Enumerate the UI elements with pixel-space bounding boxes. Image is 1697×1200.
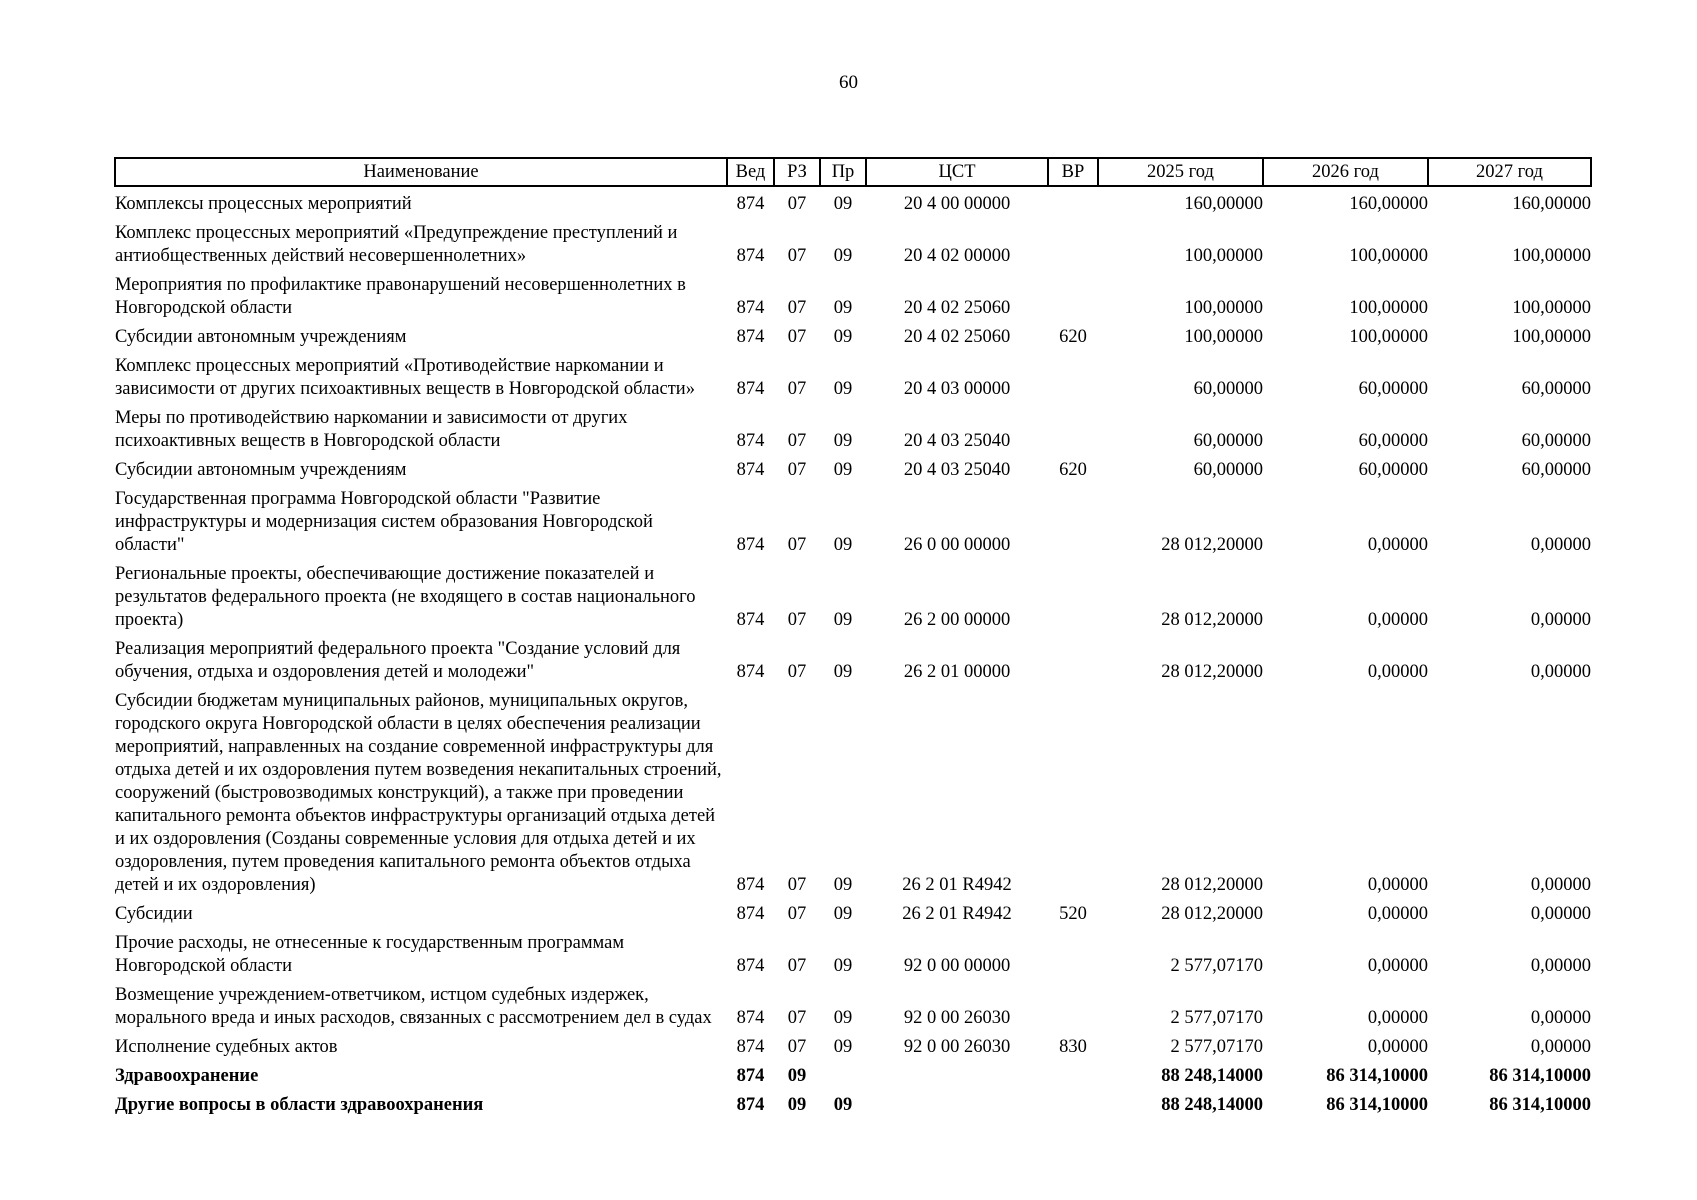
cell-cst: 20 4 03 00000 xyxy=(903,379,1011,399)
table-row xyxy=(115,1059,1591,1088)
table-row xyxy=(115,897,1591,926)
cell-rz: 07 xyxy=(787,379,807,399)
cell-rz: 07 xyxy=(787,327,807,347)
cell-name: Субсидии автономным учреждениям xyxy=(115,327,407,347)
cell-pr: 09 xyxy=(833,298,853,318)
cell-2027: 0,00000 xyxy=(1530,610,1591,630)
cell-2025: 2 577,07170 xyxy=(1170,956,1263,976)
cell-vr xyxy=(1048,684,1098,897)
cell-pr: 09 xyxy=(833,535,853,555)
cell-2025: 100,00000 xyxy=(1184,246,1263,266)
cell-pr: 09 xyxy=(833,460,853,480)
cell-pr: 09 xyxy=(833,1095,853,1115)
cell-cst: 26 0 00 00000 xyxy=(903,535,1011,555)
cell-name: Комплекс процессных мероприятий «Предупреждение преступлений и антиобщественных действий несовершеннолетних» xyxy=(115,223,678,266)
cell-2025: 100,00000 xyxy=(1184,327,1263,347)
cell-cst: 26 2 01 R4942 xyxy=(902,875,1012,895)
cell-rz: 07 xyxy=(787,662,807,682)
table-row xyxy=(115,1088,1591,1117)
cell-name: Субсидии бюджетам муниципальных районов, муниципальных округов, городского округа Новгородской области в целях обеспечения реализации мероприятий, направленных на создание современной инфраструктуры для отдыха детей и их оздоровления путем возведения некапитальных строений, сооружений (быстровозводимых конструкций), а также при проведении капитального ремонта объектов инфраструктуры организаций отдыха детей и их оздоровления (Созданы современные условия для отдыха детей и их оздоровления, путем проведения капитального ремонта объектов отдыха детей и их оздоровления) xyxy=(115,691,722,895)
table-row xyxy=(115,401,1591,453)
cell-name: Другие вопросы в области здравоохранения xyxy=(115,1095,484,1115)
cell-cst xyxy=(866,1088,1048,1117)
cell-name: Комплексы процессных мероприятий xyxy=(115,194,412,214)
table-row xyxy=(115,926,1591,978)
cell-pr: 09 xyxy=(833,246,853,266)
cell-name: Субсидии xyxy=(115,904,193,924)
cell-rz: 09 xyxy=(787,1095,807,1115)
cell-vr xyxy=(1048,401,1098,453)
cell-2027: 0,00000 xyxy=(1530,1008,1591,1028)
cell-pr: 09 xyxy=(833,1037,853,1057)
cell-2026: 160,00000 xyxy=(1349,194,1428,214)
cell-cst: 20 4 00 00000 xyxy=(903,194,1011,214)
cell-2027: 86 314,10000 xyxy=(1489,1066,1591,1086)
cell-vr xyxy=(1048,216,1098,268)
cell-2026: 100,00000 xyxy=(1349,246,1428,266)
cell-2027: 0,00000 xyxy=(1530,875,1591,895)
cell-vr: 830 xyxy=(1059,1037,1087,1057)
header-ved: Вед xyxy=(727,158,774,186)
header-vr: ВР xyxy=(1048,158,1098,186)
cell-rz: 07 xyxy=(787,904,807,924)
cell-2026: 0,00000 xyxy=(1367,1008,1428,1028)
cell-2026: 0,00000 xyxy=(1367,662,1428,682)
cell-rz: 07 xyxy=(787,956,807,976)
cell-vr xyxy=(1048,926,1098,978)
cell-ved: 874 xyxy=(736,298,765,318)
cell-2026: 0,00000 xyxy=(1367,610,1428,630)
table-row xyxy=(115,557,1591,632)
table-row xyxy=(115,482,1591,557)
cell-vr: 620 xyxy=(1059,460,1087,480)
cell-2026: 60,00000 xyxy=(1358,431,1428,451)
table-row xyxy=(115,186,1591,216)
cell-2025: 60,00000 xyxy=(1193,460,1263,480)
cell-ved: 874 xyxy=(736,327,765,347)
cell-vr xyxy=(1048,1059,1098,1088)
cell-2027: 100,00000 xyxy=(1512,298,1591,318)
table-row xyxy=(115,320,1591,349)
cell-2025: 28 012,20000 xyxy=(1161,662,1263,682)
cell-2026: 86 314,10000 xyxy=(1326,1066,1428,1086)
cell-vr xyxy=(1048,557,1098,632)
cell-2026: 60,00000 xyxy=(1358,460,1428,480)
cell-2025: 160,00000 xyxy=(1184,194,1263,214)
cell-name: Государственная программа Новгородской области "Развитие инфраструктуры и модернизация систем образования Новгородской области" xyxy=(115,489,653,555)
table-row xyxy=(115,349,1591,401)
cell-ved: 874 xyxy=(736,1008,765,1028)
header-name: Наименование xyxy=(115,158,727,186)
cell-rz: 07 xyxy=(787,460,807,480)
cell-2026: 0,00000 xyxy=(1367,535,1428,555)
cell-pr xyxy=(820,1059,866,1088)
cell-ved: 874 xyxy=(736,460,765,480)
table-row xyxy=(115,1030,1591,1059)
cell-2027: 0,00000 xyxy=(1530,904,1591,924)
cell-rz: 07 xyxy=(787,246,807,266)
cell-rz: 07 xyxy=(787,535,807,555)
cell-name: Прочие расходы, не отнесенные к государственным программам Новгородской области xyxy=(115,933,625,976)
cell-ved: 874 xyxy=(736,904,765,924)
cell-ved: 874 xyxy=(736,431,765,451)
cell-pr: 09 xyxy=(833,610,853,630)
cell-cst: 92 0 00 26030 xyxy=(903,1037,1011,1057)
table-header xyxy=(115,158,1591,186)
cell-pr: 09 xyxy=(833,431,853,451)
cell-pr: 09 xyxy=(833,379,853,399)
table-row xyxy=(115,268,1591,320)
cell-rz: 07 xyxy=(787,194,807,214)
cell-2026: 0,00000 xyxy=(1367,956,1428,976)
cell-rz: 07 xyxy=(787,1037,807,1057)
cell-vr xyxy=(1048,268,1098,320)
cell-ved: 874 xyxy=(736,610,765,630)
cell-ved: 874 xyxy=(736,535,765,555)
budget-table xyxy=(114,157,1592,1117)
cell-ved: 874 xyxy=(736,875,765,895)
cell-2025: 88 248,14000 xyxy=(1161,1066,1263,1086)
cell-name: Здравоохранение xyxy=(115,1066,259,1086)
cell-2025: 88 248,14000 xyxy=(1161,1095,1263,1115)
table-row xyxy=(115,978,1591,1030)
cell-pr: 09 xyxy=(833,956,853,976)
cell-pr: 09 xyxy=(833,194,853,214)
table-row xyxy=(115,453,1591,482)
cell-cst: 20 4 02 00000 xyxy=(903,246,1011,266)
cell-2027: 0,00000 xyxy=(1530,1037,1591,1057)
cell-cst: 26 2 00 00000 xyxy=(903,610,1011,630)
cell-name: Меры по противодействию наркомании и зависимости от других психоактивных веществ в Новгородской области xyxy=(115,408,628,451)
cell-2027: 100,00000 xyxy=(1512,246,1591,266)
cell-cst: 92 0 00 00000 xyxy=(903,956,1011,976)
cell-2026: 86 314,10000 xyxy=(1326,1095,1428,1115)
cell-name: Реализация мероприятий федерального проекта "Создание условий для обучения, отдыха и оздоровления детей и молодежи" xyxy=(115,639,681,682)
cell-2026: 0,00000 xyxy=(1367,1037,1428,1057)
cell-rz: 09 xyxy=(787,1066,807,1086)
cell-2027: 60,00000 xyxy=(1521,431,1591,451)
cell-cst: 92 0 00 26030 xyxy=(903,1008,1011,1028)
cell-vr xyxy=(1048,482,1098,557)
cell-cst xyxy=(866,1059,1048,1088)
cell-vr xyxy=(1048,186,1098,216)
cell-name: Возмещение учреждением-ответчиком, истцом судебных издержек, морального вреда и иных расходов, связанных с рассмотрением дел в судах xyxy=(115,985,712,1028)
cell-name: Исполнение судебных актов xyxy=(115,1037,338,1057)
cell-rz: 07 xyxy=(787,875,807,895)
cell-vr xyxy=(1048,349,1098,401)
table-row xyxy=(115,632,1591,684)
cell-2026: 0,00000 xyxy=(1367,875,1428,895)
cell-2026: 100,00000 xyxy=(1349,298,1428,318)
cell-2027: 60,00000 xyxy=(1521,460,1591,480)
header-2027: 2027 год xyxy=(1428,158,1591,186)
cell-cst: 20 4 02 25060 xyxy=(903,327,1011,347)
header-2026: 2026 год xyxy=(1263,158,1428,186)
cell-ved: 874 xyxy=(736,1066,765,1086)
cell-2027: 0,00000 xyxy=(1530,662,1591,682)
cell-2025: 28 012,20000 xyxy=(1161,875,1263,895)
header-cst: ЦСТ xyxy=(866,158,1048,186)
cell-2025: 28 012,20000 xyxy=(1161,610,1263,630)
cell-pr: 09 xyxy=(833,875,853,895)
page-number: 60 xyxy=(839,72,858,93)
cell-ved: 874 xyxy=(736,956,765,976)
cell-pr: 09 xyxy=(833,1008,853,1028)
cell-2026: 0,00000 xyxy=(1367,904,1428,924)
header-rz: РЗ xyxy=(774,158,820,186)
table-body xyxy=(115,186,1591,1117)
cell-2025: 60,00000 xyxy=(1193,431,1263,451)
cell-cst: 26 2 01 R4942 xyxy=(902,904,1012,924)
header-2025: 2025 год xyxy=(1098,158,1263,186)
cell-2025: 2 577,07170 xyxy=(1170,1008,1263,1028)
cell-vr xyxy=(1048,1088,1098,1117)
cell-2027: 0,00000 xyxy=(1530,535,1591,555)
cell-rz: 07 xyxy=(787,431,807,451)
cell-ved: 874 xyxy=(736,662,765,682)
cell-2027: 86 314,10000 xyxy=(1489,1095,1591,1115)
cell-2026: 100,00000 xyxy=(1349,327,1428,347)
cell-name: Региональные проекты, обеспечивающие достижение показателей и результатов федерального проекта (не входящего в состав национального проекта) xyxy=(115,564,696,630)
cell-pr: 09 xyxy=(833,662,853,682)
cell-name: Субсидии автономным учреждениям xyxy=(115,460,407,480)
cell-vr xyxy=(1048,978,1098,1030)
header-pr: Пр xyxy=(820,158,866,186)
header-row xyxy=(115,158,1591,186)
cell-2027: 0,00000 xyxy=(1530,956,1591,976)
cell-2027: 160,00000 xyxy=(1512,194,1591,214)
cell-ved: 874 xyxy=(736,194,765,214)
table-row xyxy=(115,684,1591,897)
cell-2027: 100,00000 xyxy=(1512,327,1591,347)
cell-vr: 620 xyxy=(1059,327,1087,347)
cell-2025: 28 012,20000 xyxy=(1161,904,1263,924)
cell-vr: 520 xyxy=(1059,904,1087,924)
cell-ved: 874 xyxy=(736,246,765,266)
cell-2026: 60,00000 xyxy=(1358,379,1428,399)
cell-ved: 874 xyxy=(736,1037,765,1057)
cell-rz: 07 xyxy=(787,298,807,318)
cell-cst: 20 4 03 25040 xyxy=(903,431,1011,451)
cell-cst: 26 2 01 00000 xyxy=(903,662,1011,682)
cell-rz: 07 xyxy=(787,1008,807,1028)
cell-2025: 2 577,07170 xyxy=(1170,1037,1263,1057)
cell-2025: 60,00000 xyxy=(1193,379,1263,399)
cell-2027: 60,00000 xyxy=(1521,379,1591,399)
cell-ved: 874 xyxy=(736,1095,765,1115)
cell-2025: 28 012,20000 xyxy=(1161,535,1263,555)
cell-2025: 100,00000 xyxy=(1184,298,1263,318)
cell-cst: 20 4 02 25060 xyxy=(903,298,1011,318)
table-row xyxy=(115,216,1591,268)
cell-cst: 20 4 03 25040 xyxy=(903,460,1011,480)
cell-rz: 07 xyxy=(787,610,807,630)
cell-pr: 09 xyxy=(833,327,853,347)
cell-name: Комплекс процессных мероприятий «Противодействие наркомании и зависимости от других психоактивных веществ в Новгородской области» xyxy=(115,356,695,399)
cell-vr xyxy=(1048,632,1098,684)
cell-name: Мероприятия по профилактике правонарушений несовершеннолетних в Новгородской области xyxy=(115,275,686,318)
cell-ved: 874 xyxy=(736,379,765,399)
cell-pr: 09 xyxy=(833,904,853,924)
